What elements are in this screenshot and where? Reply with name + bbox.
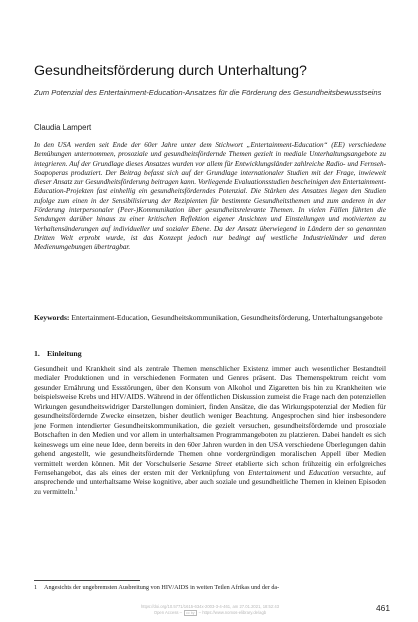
keywords-text: Entertainment-Education, Gesundheitskommunikation, Gesundheitsförderung, Unterhaltungsangebote (71, 313, 383, 322)
watermark-terms-link[interactable]: – https://www.nomos-elibrary.de/agb (198, 609, 267, 615)
body-text-sesame-street: Sesame Street (189, 458, 232, 468)
section-heading (34, 349, 386, 359)
body-text-part-3: versuchte, auf ansprechende und unterhaltsame Weise kognitive, aber auch soziale und gesundheitliche Themen in kleinen Episoden zu vermitteln. (34, 467, 386, 496)
watermark-license-line (60, 610, 360, 616)
keywords-label: Keywords: (34, 313, 70, 322)
footnote-separator (34, 580, 140, 581)
section-title: Einleitung (47, 349, 82, 358)
footnote (34, 584, 386, 592)
footnote-text: Angesichts der ungebremsten Ausbreitung von HIV/AIDS in weiten Teilen Afrikas und der da- (44, 584, 280, 591)
body-text-education: Education (308, 467, 340, 477)
abstract-paragraph: In den USA werden seit Ende der 60er Jahre unter dem Stichwort „Entertainment-Education“ (EE) verschiedene Bemühungen unternommen, prosoziale und gesundheitsfördernde Themen gezielt in mediale Unterhaltungsangebote zu integrieren. Auf der Grundlage dieses Ansatzes wurden vor allem für Entwicklungsländer zahlreiche Radio- und Fernseh-Soapoperas produziert. Der Beitrag befasst sich auf der Grundlage internationaler Studien mit der Frage, inwieweit dieser Ansatz zur Gesundheitsförderung beitragen kann. Vorliegende Evaluationsstudien bescheinigen den Entertainment-Education-Projekten fast einhellig ein gesundheitsförderndes Potenzial. Die Stärken des Ansatzes liegen den Studien zufolge zum einen in der Sensibilisierung der Rezipienten für bestimmte Gesundheitsthemen und zum anderen in der Förderung interpersonaler (Peer-)Kommunikation über gesundheitsrelevante Themen. In vielen Fällen führten die Sendungen darüber hinaus zu einer kritischen Reflektion eigener Ansichten und Einstellungen und motivierten zu Verhaltensänderungen auf individueller und sozialer Ebene. Da der Ansatz überwiegend in Ländern der so genannten Dritten Welt erprobt wurde, ist das Konzept jedoch nur bedingt auf westliche Industrieländer und deren Medienumgebungen übertragbar. (34, 141, 386, 252)
footnote-number: 1 (34, 584, 38, 591)
cc-license-icon: cc by (186, 610, 195, 615)
body-text-part-2: etablierte sich schon frühzeitig ein erfolgreiches Fernsehangebot, das als eines der ersten mit der Verknüpfung von (34, 458, 386, 477)
watermark-doi-line: https://doi.org/10.5771/1615-634x-2003-3-4-461, am 27.01.2021, 18:52:43 (140, 604, 280, 609)
body-text-part-1: Gesundheit und Krankheit sind als zentrale Themen menschlicher Existenz immer auch wesentlicher Bestandteil medialer Produktionen und in verschiedenen Formaten und Genres präsent. Das Themenspektrum reicht vom gesunder Ernährung und Essstörungen, über den Konsum von Alkohol und Zigaretten bis hin zu Krankheiten wie beispielsweise Krebs und HIV/AIDS. Während in der öffentlichen Diskussion zumeist die Frage nach den potenziellen Wirkungen gesundheitswidriger Darstellungen dominiert, finden Ansätze, die das Wirkungspotenzial der Medien für gesundheitsfördernde Zwecke einsetzen, bisher deutlich weniger Beachtung. Angesprochen sind hier insbesondere jene Formen intendierter Gesundheitskommunikation, die gezielt versuchen, gesundheitsfördernde und prosoziale Botschaften in den Medien und vor allem in unterhaltsamen Programmangeboten zu platzieren. Dabei handelt es sich keineswegs um eine neue Idee, denn bereits in den 60er Jahren wurden in den USA verschiedene Überlegungen dahin gehend angestellt, wie gesundheitsfördernde Themen ohne vordergründigen moralischen Appell über Medien vermittelt werden können. Mit der Vorschulserie (34, 364, 386, 468)
page-number: 461 (376, 603, 390, 613)
body-paragraph (34, 364, 386, 496)
body-text-entertainment: Entertainment (248, 467, 291, 477)
article-title: Gesundheitsförderung durch Unterhaltung? (34, 63, 307, 79)
watermark-open-access: Open Access – (153, 609, 182, 615)
body-text-und: und (290, 467, 309, 477)
article-author: Claudia Lampert (34, 123, 92, 132)
keywords-line (34, 313, 386, 323)
article-subtitle: Zum Potenzial des Entertainment-Education-Ansatzes für die Förderung des Gesundheitsbewusstseins (34, 88, 382, 97)
section-number: 1. (34, 349, 40, 358)
download-watermark (60, 604, 360, 616)
footnote-reference[interactable]: 1 (75, 487, 78, 493)
